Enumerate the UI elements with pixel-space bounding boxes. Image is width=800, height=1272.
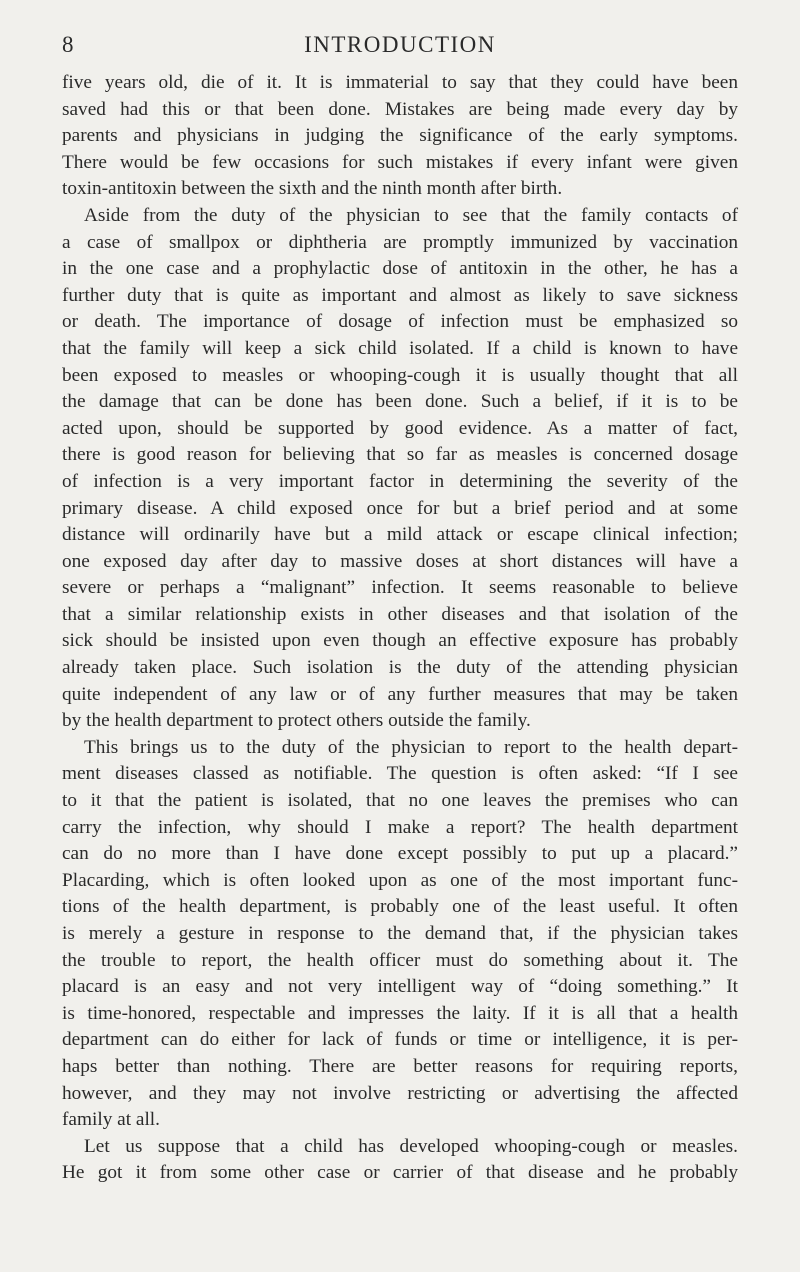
text-line: is time-honored, respectable and impresses the laity. If it is all that a health — [62, 1002, 738, 1024]
text-line: haps better than nothing. There are better reasons for requiring reports, — [62, 1055, 738, 1077]
text-line: five years old, die of it. It is immaterial to say that they could have been — [62, 72, 738, 93]
text-line: can do no more than I have done except possibly to put up a placard.” — [62, 843, 738, 865]
text-line: quite independent of any law or of any further measures that may be taken — [62, 683, 738, 705]
text-line: tions of the health department, is probably one of the least useful. It often — [62, 896, 738, 918]
text-line: acted upon, should be supported by good evidence. As a matter of fact, — [62, 417, 738, 439]
text-line: He got it from some other case or carrier of that disease and he probably — [62, 1162, 738, 1184]
text-line: sick should be insisted upon even though an effective exposure has probably — [62, 630, 738, 652]
text-line: department can do either for lack of funds or time or intelligence, it is per- — [62, 1029, 738, 1051]
text-line: the damage that can be done has been done. Such a belief, if it is to be — [62, 391, 738, 413]
text-line: Let us suppose that a child has developed whooping-cough or measles. — [84, 1135, 738, 1157]
text-line: saved had this or that been done. Mistakes are being made every day by — [62, 98, 738, 120]
text-line: There would be few occasions for such mistakes if every infant were given — [62, 151, 738, 173]
text-line: is merely a gesture in response to the demand that, if the physician takes — [62, 923, 738, 944]
text-line: already taken place. Such isolation is the duty of the attending physician — [62, 657, 738, 679]
text-line: carry the infection, why should I make a report? The health department — [62, 816, 738, 838]
text-line: Aside from the duty of the physician to see that the family contacts of — [84, 204, 738, 226]
text-line: This brings us to the duty of the physician to report to the health depart- — [84, 736, 738, 758]
text-line: that a similar relationship exists in other diseases and that isolation of the — [62, 603, 738, 625]
text-line: primary disease. A child exposed once for but a brief period and at some — [62, 497, 738, 519]
text-line: ment diseases classed as notifiable. The question is often asked: “If I see — [62, 763, 738, 785]
text-line: been exposed to measles or whooping-cough it is usually thought that all — [62, 364, 738, 386]
text-line: family at all. — [62, 1109, 160, 1131]
text-line: a case of smallpox or diphtheria are promptly immunized by vaccination — [62, 231, 738, 253]
text-line: or death. The importance of dosage of infection must be emphasized so — [62, 311, 738, 333]
text-line: Placarding, which is often looked upon as one of the most important func- — [62, 869, 738, 891]
text-line: of infection is a very important factor in determining the severity of the — [62, 470, 738, 492]
page-header — [62, 32, 738, 62]
text-line: in the one case and a prophylactic dose of antitoxin in the other, he has a — [62, 258, 738, 280]
text-line: to it that the patient is isolated, that no one leaves the premises who can — [62, 790, 738, 812]
text-line: that the family will keep a sick child isolated. If a child is known to have — [62, 337, 738, 359]
text-line: severe or perhaps a “malignant” infection. It seems reasonable to believe — [62, 577, 738, 599]
text-line: parents and physicians in judging the significance of the early symptoms. — [62, 125, 738, 147]
text-line: there is good reason for believing that so far as measles is concerned dosage — [62, 444, 738, 466]
running-head: INTRODUCTION — [304, 32, 496, 57]
text-line: by the health department to protect others outside the family. — [62, 710, 531, 732]
text-line: however, and they may not involve restricting or advertising the affected — [62, 1082, 738, 1104]
text-line: placard is an easy and not very intelligent way of “doing something.” It — [62, 976, 738, 998]
page-number: 8 — [62, 32, 74, 57]
text-line: distance will ordinarily have but a mild attack or escape clinical infection; — [62, 524, 738, 546]
text-line: further duty that is quite as important and almost as likely to save sickness — [62, 284, 738, 306]
text-line: toxin-antitoxin between the sixth and the ninth month after birth. — [62, 178, 563, 200]
text-line: the trouble to report, the health officer must do something about it. The — [62, 949, 738, 971]
body-text — [62, 70, 738, 1187]
text-line: one exposed day after day to massive doses at short distances will have a — [62, 550, 738, 572]
